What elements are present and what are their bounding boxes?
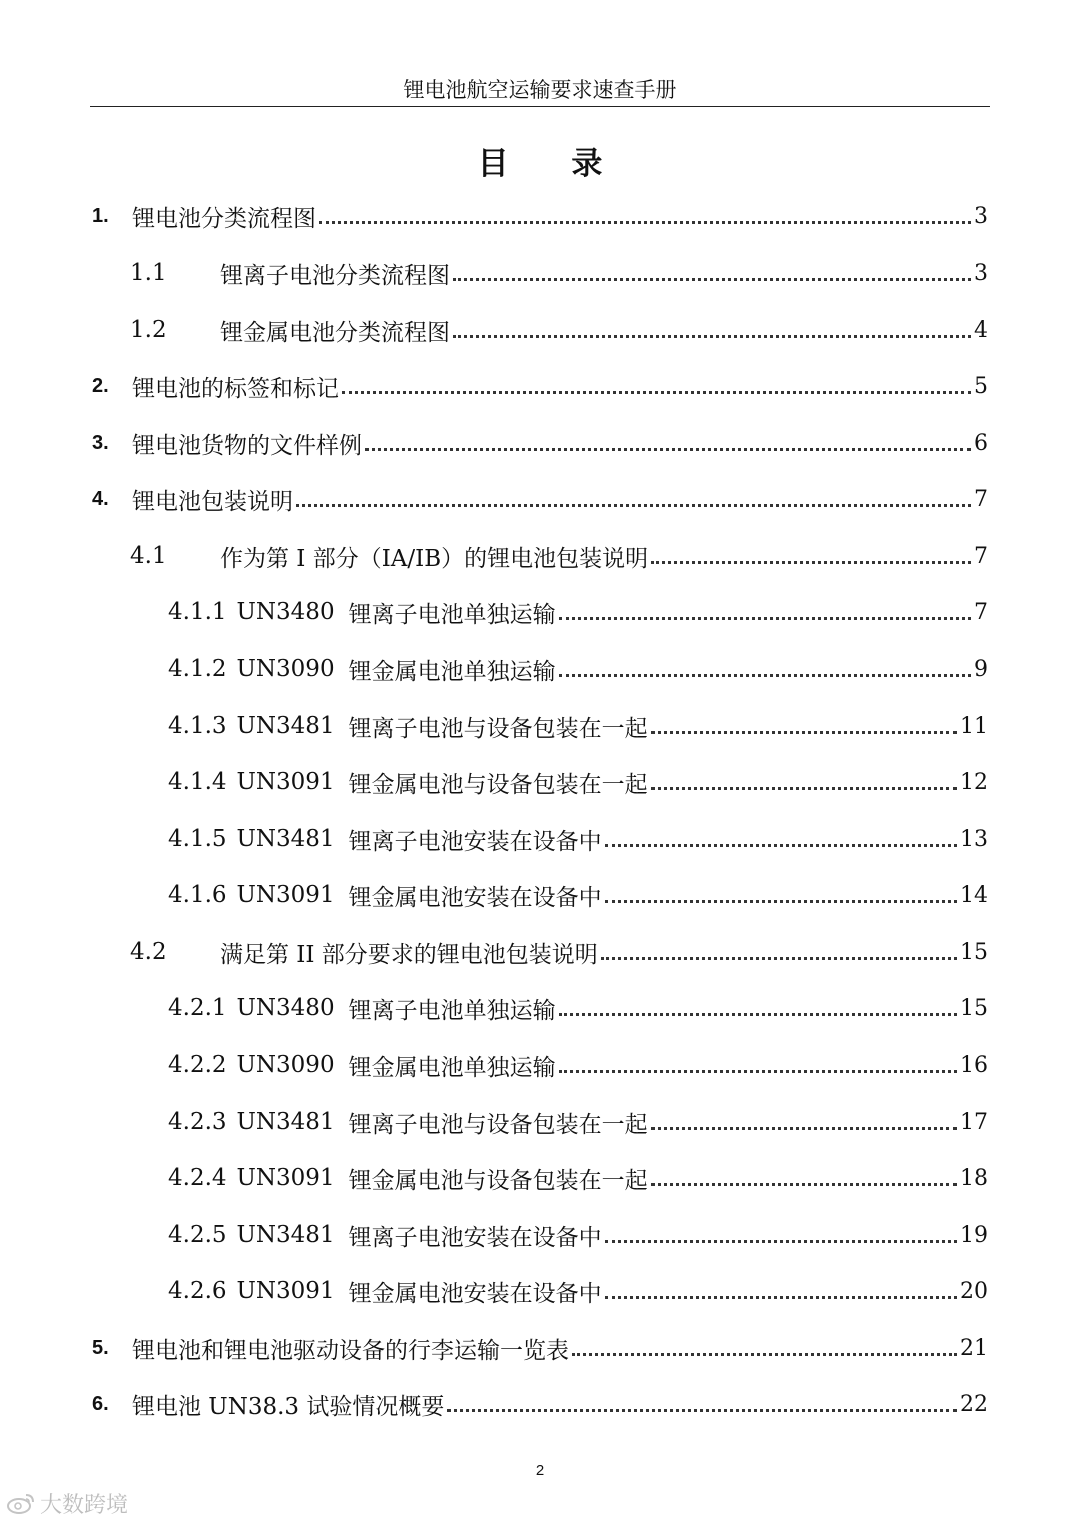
- toc-page: 9: [974, 656, 988, 682]
- toc-page: 22: [960, 1391, 988, 1417]
- un-code: UN3481: [236, 713, 335, 739]
- toc-page: 15: [960, 995, 988, 1021]
- leader-dots: [651, 561, 971, 564]
- toc-number: 2.: [92, 374, 109, 397]
- toc-number: 4.2: [130, 939, 167, 965]
- un-code: UN3091: [236, 1278, 335, 1304]
- toc-page: 17: [960, 1109, 988, 1135]
- leader-dots: [605, 844, 957, 847]
- un-code: UN3480: [236, 995, 335, 1021]
- toc-page: 5: [974, 373, 988, 399]
- toc-page: 7: [974, 486, 988, 512]
- toc-title: 目 录: [477, 146, 629, 182]
- toc-entry-2[interactable]: [92, 369, 988, 403]
- leader-dots: [651, 1127, 957, 1130]
- toc-number: 4.1: [130, 543, 167, 569]
- un-code: UN3090: [236, 656, 335, 682]
- toc-label: 锂离子电池单独运输: [348, 601, 556, 628]
- toc-page: 14: [960, 882, 988, 908]
- toc-label: 锂金属电池安装在设备中: [348, 1280, 602, 1307]
- weibo-icon: [6, 1491, 36, 1515]
- toc-label: 锂电池包装说明: [132, 488, 293, 515]
- toc-label: 锂金属电池与设备包装在一起: [348, 1167, 648, 1194]
- running-header: 锂电池航空运输要求速查手册: [90, 74, 990, 107]
- leader-dots: [572, 1353, 957, 1356]
- leader-dots: [342, 391, 971, 394]
- toc-entry-4-1-1[interactable]: [168, 595, 988, 629]
- toc-page: 7: [974, 599, 988, 625]
- toc-entry-4-2-5[interactable]: [168, 1218, 988, 1252]
- toc-page: 20: [960, 1278, 988, 1304]
- leader-dots: [651, 1183, 957, 1186]
- toc-number: 4.1.5: [168, 826, 227, 852]
- toc-page: 16: [960, 1052, 988, 1078]
- toc-label: 锂电池和锂电池驱动设备的行李运输一览表: [132, 1337, 569, 1364]
- toc-page: 13: [960, 826, 988, 852]
- un-code: UN3091: [236, 1165, 335, 1191]
- watermark: [6, 1488, 128, 1518]
- leader-dots: [651, 787, 957, 790]
- toc-page: 15: [960, 939, 988, 965]
- toc-entry-4-2[interactable]: [130, 935, 988, 969]
- toc-page: 11: [960, 713, 988, 739]
- leader-dots: [447, 1409, 957, 1412]
- toc-entry-1-1[interactable]: [130, 256, 988, 290]
- toc-number: 5.: [92, 1336, 109, 1359]
- toc-number: 4.: [92, 487, 109, 510]
- toc-label: 作为第 I 部分（IA/IB）的锂电池包装说明: [220, 545, 649, 572]
- toc-label: 锂离子电池安装在设备中: [348, 828, 602, 855]
- un-code: UN3481: [236, 1109, 335, 1135]
- toc-entry-4-2-6[interactable]: [168, 1274, 988, 1308]
- toc-number: 1.2: [130, 317, 167, 343]
- toc-label: 锂离子电池单独运输: [348, 997, 556, 1024]
- un-code: UN3091: [236, 769, 335, 795]
- un-code: UN3480: [236, 599, 335, 625]
- leader-dots: [559, 617, 971, 620]
- leader-dots: [601, 957, 957, 960]
- leader-dots: [651, 731, 957, 734]
- toc-page: 19: [960, 1222, 988, 1248]
- toc-label: 满足第 II 部分要求的锂电池包装说明: [220, 941, 598, 968]
- toc-page: 3: [974, 203, 988, 229]
- un-code: UN3091: [236, 882, 335, 908]
- toc-label: 锂金属电池分类流程图: [220, 319, 450, 346]
- leader-dots: [605, 1240, 957, 1243]
- toc-page: 12: [960, 769, 988, 795]
- toc-entry-4-2-3[interactable]: [168, 1105, 988, 1139]
- toc-page: 18: [960, 1165, 988, 1191]
- toc-label: 锂金属电池与设备包装在一起: [348, 771, 648, 798]
- toc-number: 4.1.6: [168, 882, 227, 908]
- toc-label: 锂离子电池分类流程图: [220, 262, 450, 289]
- leader-dots: [453, 278, 971, 281]
- toc-page: 21: [960, 1335, 988, 1361]
- toc-entry-4-1-6[interactable]: [168, 878, 988, 912]
- toc-label: 锂离子电池与设备包装在一起: [348, 715, 648, 742]
- watermark-text: 大数跨境: [40, 1492, 129, 1518]
- leader-dots: [453, 335, 971, 338]
- toc-entry-4-1-5[interactable]: [168, 822, 988, 856]
- toc-number: 4.2.6: [168, 1278, 227, 1304]
- toc-label: 锂电池分类流程图: [132, 205, 316, 232]
- toc-number: 4.2.2: [168, 1052, 227, 1078]
- leader-dots: [559, 1070, 957, 1073]
- un-code: UN3481: [236, 1222, 335, 1248]
- toc-entry-4-1-4[interactable]: [168, 765, 988, 799]
- toc-label: 锂金属电池安装在设备中: [348, 884, 602, 911]
- toc-entry-4-2-1[interactable]: [168, 991, 988, 1025]
- un-code: UN3090: [236, 1052, 335, 1078]
- toc-label: 锂电池货物的文件样例: [132, 432, 362, 459]
- toc-entry-4[interactable]: [92, 482, 988, 516]
- toc-entry-4-1[interactable]: [130, 539, 988, 573]
- leader-dots: [605, 900, 957, 903]
- toc-page: 6: [974, 430, 988, 456]
- toc-label: 锂金属电池单独运输: [348, 658, 556, 685]
- toc-number: 1.: [92, 204, 109, 227]
- toc-entry-3[interactable]: [92, 426, 988, 460]
- toc-entry-1[interactable]: [92, 199, 988, 233]
- toc-entry-1-2[interactable]: [130, 313, 988, 347]
- toc-number: 4.1.3: [168, 713, 227, 739]
- toc-label: 锂电池的标签和标记: [132, 375, 339, 402]
- toc-number: 4.2.3: [168, 1109, 227, 1135]
- toc-entry-4-2-4[interactable]: [168, 1161, 988, 1195]
- toc-number: 4.2.5: [168, 1222, 227, 1248]
- leader-dots: [319, 221, 971, 224]
- toc-page: 3: [974, 260, 988, 286]
- toc-page: 4: [974, 317, 988, 343]
- toc-number: 6.: [92, 1392, 109, 1415]
- toc-label: 锂离子电池安装在设备中: [348, 1224, 602, 1251]
- leader-dots: [365, 448, 971, 451]
- toc-label: 锂金属电池单独运输: [348, 1054, 556, 1081]
- toc-entry-5[interactable]: [92, 1331, 988, 1365]
- leader-dots: [559, 674, 971, 677]
- page-number: 2: [535, 1462, 545, 1479]
- toc-entry-4-1-3[interactable]: [168, 709, 988, 743]
- toc-number: 4.1.4: [168, 769, 227, 795]
- toc-number: 4.1.1: [168, 599, 227, 625]
- toc-label: 锂离子电池与设备包装在一起: [348, 1111, 648, 1138]
- un-code: UN3481: [236, 826, 335, 852]
- leader-dots: [605, 1296, 957, 1299]
- toc-number: 4.2.1: [168, 995, 227, 1021]
- toc-entry-4-2-2[interactable]: [168, 1048, 988, 1082]
- leader-dots: [559, 1013, 957, 1016]
- toc-number: 1.1: [130, 260, 167, 286]
- toc-number: 3.: [92, 431, 109, 454]
- toc-label: 锂电池 UN38.3 试验情况概要: [132, 1393, 445, 1420]
- toc-entry-4-1-2[interactable]: [168, 652, 988, 686]
- toc-number: 4.2.4: [168, 1165, 227, 1191]
- toc-page: 7: [974, 543, 988, 569]
- toc-number: 4.1.2: [168, 656, 227, 682]
- toc-entry-6[interactable]: [92, 1387, 988, 1421]
- leader-dots: [296, 504, 971, 507]
